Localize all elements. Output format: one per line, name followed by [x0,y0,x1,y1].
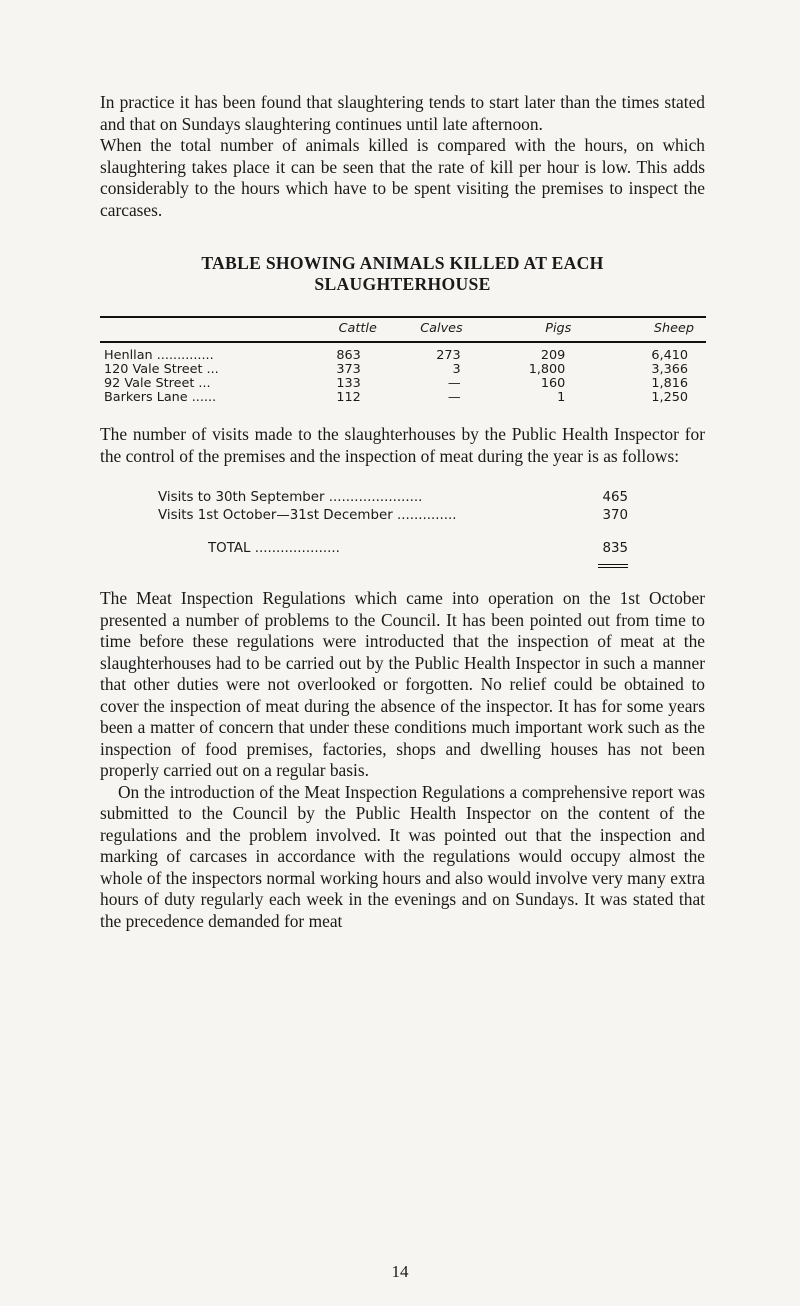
animals-killed-table [100,316,706,405]
visits-value: 465 [602,490,628,505]
visits-total-row [158,540,628,558]
cell-cattle: 863 [336,348,361,363]
header-calves: Calves [387,317,481,342]
cell-sheep: 1,816 [651,376,688,391]
visits-label: Visits to 30th September ...................... [158,490,423,505]
cell-calves: — [447,390,461,405]
header-pigs: Pigs [481,317,594,342]
cell-calves: 273 [436,348,461,363]
paragraph-comprehensive-report: On the introduction of the Meat Inspection Regulations a comprehensive report was submitted to the Council by the Public Health Inspector on the content of the regulations and the problem involved. It was pointed out that the inspection and marking of carcases in accordance with the regulations would occupy almost the whole of the inspectors normal working hours and also would involve very many extra hours of duty regularly each week in the evenings and on Sundays. It was stated that the precedence demanded for meat [100,781,705,931]
table-row [100,349,706,363]
document-page [100,92,705,932]
row-name: 92 Vale Street ... [104,376,211,391]
header-blank [100,317,277,342]
paragraph-slaughter-times: In practice it has been found that slaughtering tends to start later than the times stated and that on Sundays slaughtering continues until late afternoon. [100,92,705,134]
visits-value: 370 [602,508,628,523]
cell-pigs: 1,800 [528,362,566,377]
table-header-row [100,317,706,342]
table-title: TABLE SHOWING ANIMALS KILLED AT EACH SLAUGHTERHOUSE [201,253,604,294]
table-row [100,363,706,377]
header-sheep: Sheep [593,317,706,342]
visits-summary [158,489,628,568]
row-name: Henllan .............. [104,348,214,363]
paragraph-visits-intro: The number of visits made to the slaughterhouses by the Public Health Inspector for the control of the premises and the inspection of meat during the year is as follows: [100,424,705,466]
visits-total-label: TOTAL .................... [208,541,340,556]
cell-cattle: 373 [336,362,361,377]
cell-pigs: 1 [557,390,566,405]
visits-label: Visits 1st October—31st December .............. [158,508,457,523]
cell-sheep: 3,366 [651,362,688,377]
cell-pigs: 209 [540,348,566,363]
visits-row [158,489,628,507]
visits-row [158,507,628,525]
paragraph-meat-regulations: The Meat Inspection Regulations which came into operation on the 1st October presented a number of problems to the Council. It has been pointed out from time to time before these regulations were introducted that the inspection of meat at the slaughterhouses had to be carried out by the Public Health Inspector in such a manner that other duties were not overlooked or forgotten. No relief could be obtained to cover the inspection of meat during the absence of the inspector. It has for some years been a matter of concern that under these conditions much important work such as the inspection of food premises, factories, shops and dwelling houses has not been properly carried out on a regular basis. [100,588,705,780]
row-name: 120 Vale Street ... [104,362,219,377]
cell-pigs: 160 [540,376,566,391]
row-name: Barkers Lane ...... [104,390,217,405]
paragraph-kill-rate: When the total number of animals killed is compared with the hours, on which slaughtering takes place it can be seen that the rate of kill per hour is low. This adds considerably to the hours which have to be spent visiting the premises to inspect the carcases. [100,135,705,220]
cell-calves: 3 [452,362,461,377]
cell-sheep: 1,250 [651,390,688,405]
header-cattle: Cattle [277,317,387,342]
table-row [100,377,706,391]
page-number: 14 [391,1262,409,1281]
cell-sheep: 6,410 [651,348,688,363]
total-rule [598,564,628,565]
cell-cattle: 133 [336,376,361,391]
cell-cattle: 112 [336,390,361,405]
cell-calves: — [447,376,461,391]
visits-total-value: 835 [602,541,628,556]
table-row [100,391,706,405]
